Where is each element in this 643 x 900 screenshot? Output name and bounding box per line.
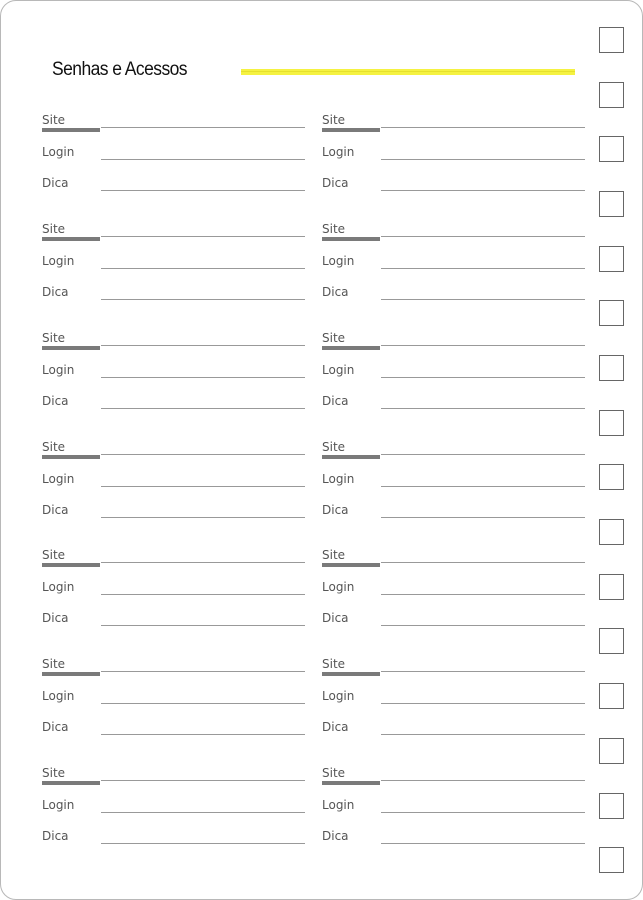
- site-field[interactable]: [381, 127, 585, 128]
- login-row: [42, 798, 305, 818]
- site-field[interactable]: [381, 236, 585, 237]
- site-row: [322, 548, 585, 568]
- login-entry: [322, 657, 585, 747]
- hint-row: [322, 720, 585, 740]
- checkbox[interactable]: [599, 574, 624, 600]
- page-title: Senhas e Acessos: [52, 59, 187, 80]
- hint-label: Dica: [42, 503, 69, 517]
- site-field[interactable]: [101, 562, 305, 563]
- login-row: [322, 472, 585, 492]
- site-tab-bar: [322, 128, 380, 132]
- hint-label: Dica: [42, 829, 69, 843]
- site-row: [42, 331, 305, 351]
- hint-label: Dica: [322, 720, 349, 734]
- site-field[interactable]: [101, 671, 305, 672]
- login-label: Login: [42, 363, 75, 377]
- login-label: Login: [42, 798, 75, 812]
- site-row: [322, 657, 585, 677]
- login-label: Login: [322, 254, 355, 268]
- hint-field[interactable]: [101, 734, 305, 735]
- site-field[interactable]: [381, 454, 585, 455]
- hint-field[interactable]: [381, 734, 585, 735]
- hint-label: Dica: [322, 829, 349, 843]
- site-label: Site: [42, 657, 66, 671]
- login-entry: [322, 222, 585, 312]
- login-entry: [42, 440, 305, 530]
- site-tab-bar: [42, 672, 100, 676]
- login-field[interactable]: [381, 594, 585, 595]
- site-tab-bar: [322, 563, 380, 567]
- checkbox[interactable]: [599, 793, 624, 819]
- site-label: Site: [42, 548, 66, 562]
- checkbox[interactable]: [599, 136, 624, 162]
- site-field[interactable]: [381, 671, 585, 672]
- hint-row: [322, 829, 585, 849]
- site-label: Site: [322, 222, 346, 236]
- checkbox[interactable]: [599, 82, 624, 108]
- hint-field[interactable]: [101, 408, 305, 409]
- login-entry: [322, 548, 585, 638]
- site-row: [322, 222, 585, 242]
- login-row: [322, 363, 585, 383]
- hint-label: Dica: [42, 394, 69, 408]
- hint-field[interactable]: [101, 190, 305, 191]
- site-label: Site: [322, 113, 346, 127]
- login-label: Login: [322, 580, 355, 594]
- hint-label: Dica: [322, 394, 349, 408]
- hint-row: [42, 720, 305, 740]
- hint-field[interactable]: [101, 843, 305, 844]
- login-field[interactable]: [101, 486, 305, 487]
- login-row: [42, 254, 305, 274]
- login-entry: [322, 331, 585, 421]
- site-label: Site: [322, 331, 346, 345]
- login-row: [322, 145, 585, 165]
- hint-label: Dica: [322, 285, 349, 299]
- login-label: Login: [42, 580, 75, 594]
- site-row: [42, 766, 305, 786]
- site-row: [42, 222, 305, 242]
- site-tab-bar: [322, 237, 380, 241]
- hint-label: Dica: [42, 720, 69, 734]
- hint-row: [42, 176, 305, 196]
- hint-label: Dica: [42, 285, 69, 299]
- hint-label: Dica: [322, 503, 349, 517]
- login-row: [322, 798, 585, 818]
- site-row: [322, 331, 585, 351]
- site-label: Site: [42, 440, 66, 454]
- login-entry: [42, 548, 305, 638]
- hint-row: [322, 176, 585, 196]
- login-field[interactable]: [381, 703, 585, 704]
- hint-field[interactable]: [381, 408, 585, 409]
- site-tab-bar: [42, 128, 100, 132]
- site-tab-bar: [322, 672, 380, 676]
- login-field[interactable]: [101, 268, 305, 269]
- login-field[interactable]: [101, 594, 305, 595]
- hint-label: Dica: [42, 611, 69, 625]
- site-label: Site: [42, 113, 66, 127]
- checkbox[interactable]: [599, 300, 624, 326]
- login-row: [42, 580, 305, 600]
- site-tab-bar: [42, 346, 100, 350]
- login-row: [42, 145, 305, 165]
- login-entry: [42, 331, 305, 421]
- login-row: [42, 689, 305, 709]
- checkbox[interactable]: [599, 519, 624, 545]
- checkbox[interactable]: [599, 847, 624, 873]
- login-label: Login: [42, 254, 75, 268]
- login-field[interactable]: [381, 812, 585, 813]
- hint-row: [42, 829, 305, 849]
- hint-row: [42, 503, 305, 523]
- login-label: Login: [322, 472, 355, 486]
- hint-row: [322, 285, 585, 305]
- site-label: Site: [322, 766, 346, 780]
- login-entry: [42, 657, 305, 747]
- checkbox[interactable]: [599, 464, 624, 490]
- login-field[interactable]: [101, 703, 305, 704]
- login-label: Login: [322, 145, 355, 159]
- login-entry: [42, 113, 305, 203]
- checkbox[interactable]: [599, 27, 624, 53]
- site-field[interactable]: [101, 236, 305, 237]
- login-label: Login: [42, 145, 75, 159]
- site-field[interactable]: [381, 345, 585, 346]
- login-field[interactable]: [381, 159, 585, 160]
- site-field[interactable]: [101, 454, 305, 455]
- site-label: Site: [42, 331, 66, 345]
- hint-field[interactable]: [381, 299, 585, 300]
- site-row: [322, 766, 585, 786]
- login-row: [42, 472, 305, 492]
- checkbox[interactable]: [599, 683, 624, 709]
- hint-label: Dica: [42, 176, 69, 190]
- login-row: [322, 580, 585, 600]
- login-label: Login: [322, 689, 355, 703]
- hint-row: [42, 394, 305, 414]
- login-field[interactable]: [381, 268, 585, 269]
- site-label: Site: [42, 222, 66, 236]
- hint-field[interactable]: [381, 517, 585, 518]
- site-tab-bar: [322, 781, 380, 785]
- site-label: Site: [322, 657, 346, 671]
- login-entry: [322, 440, 585, 530]
- login-label: Login: [322, 798, 355, 812]
- checkbox[interactable]: [599, 355, 624, 381]
- checkbox[interactable]: [599, 738, 624, 764]
- hint-row: [322, 503, 585, 523]
- site-row: [42, 657, 305, 677]
- login-entry: [322, 113, 585, 203]
- login-row: [322, 254, 585, 274]
- login-field[interactable]: [381, 377, 585, 378]
- site-label: Site: [322, 548, 346, 562]
- checkbox[interactable]: [599, 191, 624, 217]
- login-entry: [42, 222, 305, 312]
- site-field[interactable]: [381, 780, 585, 781]
- hint-row: [322, 394, 585, 414]
- login-label: Login: [42, 472, 75, 486]
- site-tab-bar: [42, 563, 100, 567]
- site-row: [322, 113, 585, 133]
- site-field[interactable]: [101, 345, 305, 346]
- site-row: [42, 548, 305, 568]
- hint-label: Dica: [322, 176, 349, 190]
- checkbox[interactable]: [599, 246, 624, 272]
- hint-field[interactable]: [101, 517, 305, 518]
- login-entry: [42, 766, 305, 856]
- login-label: Login: [322, 363, 355, 377]
- hint-label: Dica: [322, 611, 349, 625]
- login-field[interactable]: [381, 486, 585, 487]
- site-tab-bar: [42, 237, 100, 241]
- login-row: [42, 363, 305, 383]
- hint-field[interactable]: [381, 625, 585, 626]
- hint-field[interactable]: [101, 625, 305, 626]
- hint-field[interactable]: [381, 843, 585, 844]
- login-field[interactable]: [101, 377, 305, 378]
- hint-field[interactable]: [381, 190, 585, 191]
- site-row: [42, 440, 305, 460]
- site-label: Site: [42, 766, 66, 780]
- site-tab-bar: [42, 455, 100, 459]
- site-tab-bar: [322, 455, 380, 459]
- site-field[interactable]: [101, 127, 305, 128]
- site-row: [42, 113, 305, 133]
- hint-row: [42, 285, 305, 305]
- site-tab-bar: [322, 346, 380, 350]
- login-row: [322, 689, 585, 709]
- login-label: Login: [42, 689, 75, 703]
- checkbox[interactable]: [599, 628, 624, 654]
- hint-row: [42, 611, 305, 631]
- login-entry: [322, 766, 585, 856]
- title-highlight-bar: [241, 69, 575, 75]
- site-field[interactable]: [381, 562, 585, 563]
- login-field[interactable]: [101, 812, 305, 813]
- site-tab-bar: [42, 781, 100, 785]
- checkbox[interactable]: [599, 410, 624, 436]
- site-label: Site: [322, 440, 346, 454]
- site-row: [322, 440, 585, 460]
- hint-row: [322, 611, 585, 631]
- site-field[interactable]: [101, 780, 305, 781]
- hint-field[interactable]: [101, 299, 305, 300]
- login-field[interactable]: [101, 159, 305, 160]
